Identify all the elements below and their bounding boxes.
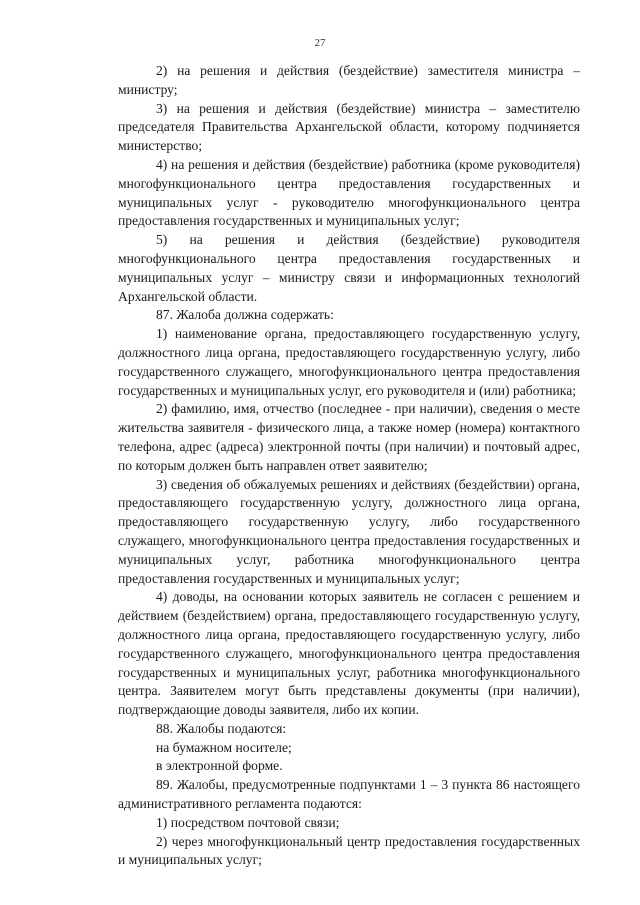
paragraph-86-4: 4) на решения и действия (бездействие) работника (кроме руководителя) многофункционального центра предоставления государственных и муниципальных услуг - руководителю многофункционального центра предоставления государственных и муниципальных услуг; [118, 156, 580, 229]
paragraph-87-3: 3) сведения об обжалуемых решениях и действиях (бездействии) органа, предоставляющего государственную услугу, должностного лица органа, предоставляющего государственную услугу, либо государственного служащего, многофункционального центра предоставления государственных и муниципальных услуг, работника многофункционального центра предоставления государственных и муниципальных услуг; [118, 476, 580, 586]
paragraph-87-1: 1) наименование органа, предоставляющего государственную услугу, должностного лица органа, предоставляющего государственную услугу, либо государственного служащего, многофункционального центра предоставления государственных и муниципальных услуг, его руководителя и (или) работника; [118, 326, 580, 398]
paragraph-86-5: 5) на решения и действия (бездействие) руководителя многофункционального центра предоставления государственных и муниципальных услуг – министру связи и информационных технологий Архангельской области. [118, 232, 580, 304]
paragraph-88-electronic: в электронной форме. [156, 758, 283, 774]
paragraph-89-2: 2) через многофункциональный центр предоставления государственных и муниципальных услуг; [118, 833, 580, 868]
page-number: 27 [314, 37, 326, 49]
document-body [118, 62, 580, 870]
paragraph-86-3: 3) на решения и действия (бездействие) министра – заместителю председателя Правительства Архангельской области, которому подчиняется министерство; [118, 100, 580, 154]
paragraph-86-2: 2) на решения и действия (бездействие) заместителя министра – министру; [118, 63, 580, 97]
paragraph-88-paper: на бумажном носителе; [156, 739, 292, 755]
paragraph-87-heading: 87. Жалоба должна содержать: [156, 307, 334, 323]
paragraph-87-2: 2) фамилию, имя, отчество (последнее - при наличии), сведения о месте жительства заявителя - физического лица, а также номер (номера) контактного телефона, адрес (адреса) электронной почты (при наличии) и почтовый адрес, по которым должен быть направлен ответ заявителю; [118, 401, 580, 473]
paragraph-89-1: 1) посредством почтовой связи; [156, 814, 340, 830]
paragraph-87-4: 4) доводы, на основании которых заявитель не согласен с решением и действием (бездействием) органа, предоставляющего государственную услугу, должностного лица органа, предоставляющего государственную услугу, либо государственного служащего, многофункционального центра предоставления государственных и муниципальных услуг, работника многофункционального центра. Заявителем могут быть представлены документы (при наличии), подтверждающие доводы заявителя, либо их копии. [118, 589, 580, 718]
paragraph-88-heading: 88. Жалобы подаются: [156, 720, 287, 736]
paragraph-89-heading: 89. Жалобы, предусмотренные подпунктами 1 – 3 пункта 86 настоящего административного регламента подаются: [118, 777, 580, 812]
